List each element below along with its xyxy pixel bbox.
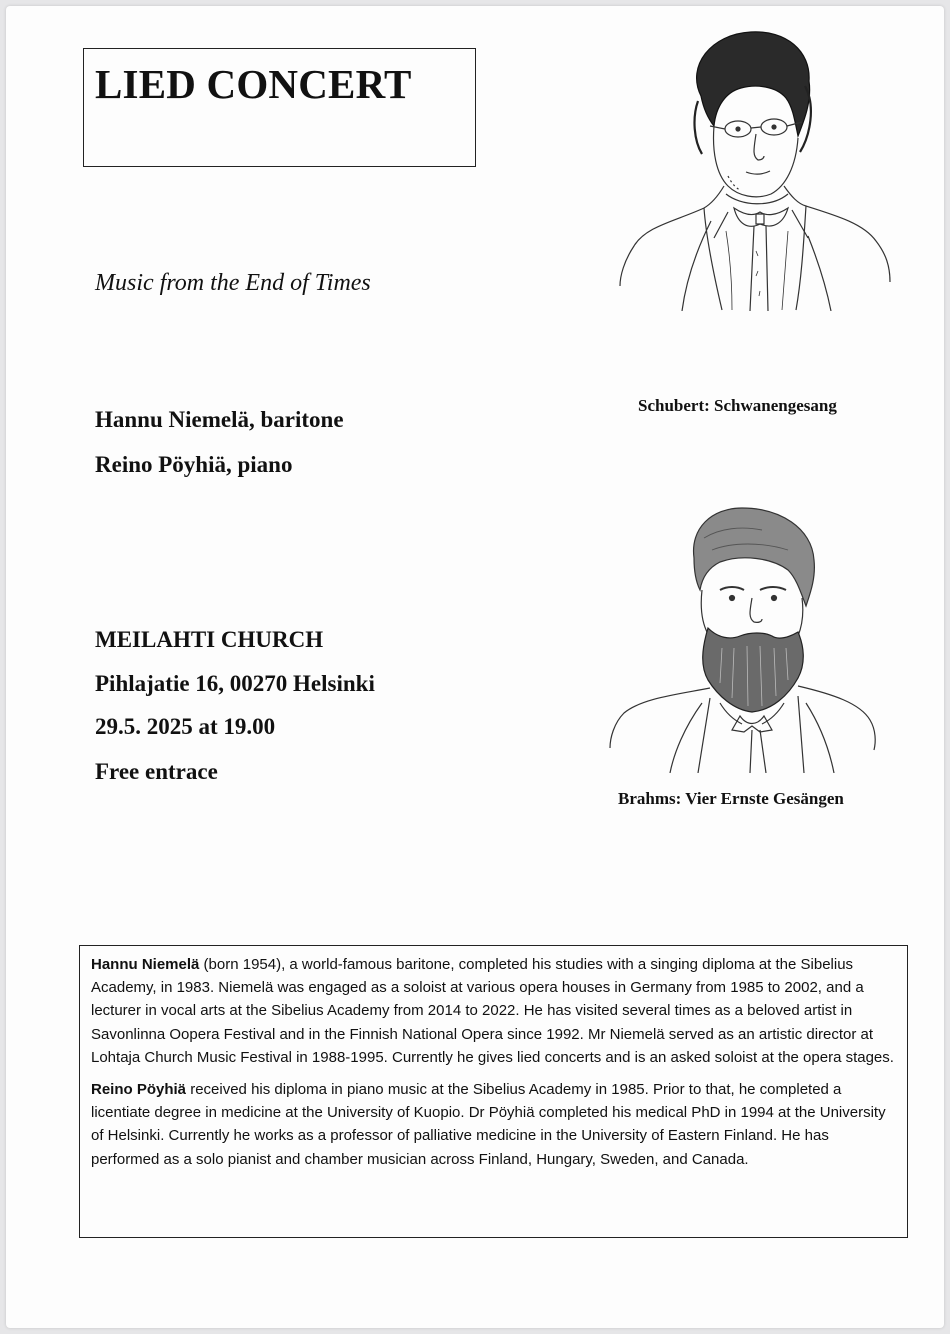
concert-datetime: 29.5. 2025 at 19.00 xyxy=(95,714,276,739)
poster-page xyxy=(6,6,944,1328)
venue-name: MEILAHTI CHURCH xyxy=(95,627,324,652)
bio-name: Reino Pöyhiä xyxy=(91,1081,187,1099)
bio-paragraph xyxy=(91,953,896,1069)
biography-box xyxy=(79,945,908,1238)
work-caption-schubert: Schubert: Schwanengesang xyxy=(638,396,837,415)
bio-paragraph xyxy=(91,1078,896,1171)
venue-address: Pihlajatie 16, 00270 Helsinki xyxy=(95,671,375,696)
bio-name: Hannu Niemelä xyxy=(91,956,200,973)
brahms-portrait-drawing xyxy=(602,498,882,773)
title-box xyxy=(83,48,476,167)
performer-baritone: Hannu Niemelä, baritone xyxy=(95,407,344,432)
concert-subtitle: Music from the End of Times xyxy=(95,270,371,296)
performer-piano: Reino Pöyhiä, piano xyxy=(95,452,293,477)
bio-text: (born 1954), a world-famous baritone, completed his studies with a singing diploma at the Sibelius Academy, in 1983. Niemelä was engaged as a soloist at various opera houses in Germany from 1985 to 2002, and a lecturer in vocal arts at the Sibelius Academy from 2014 to 2022. He has visited several times as a beloved artist in Savonlinna Oopera Festival and in the Finnish National Opera since 1992. Mr Niemelä served as an artistic director at Lohtaja Church Music Festival in 1988-1995. Currently he gives lied concerts and is an asked soloist at the opera stages. xyxy=(91,956,894,1066)
schubert-portrait-drawing xyxy=(606,26,896,311)
concert-title: LIED CONCERT xyxy=(95,61,412,107)
work-caption-brahms: Brahms: Vier Ernste Gesängen xyxy=(618,789,844,808)
bio-text: received his diploma in piano music at the Sibelius Academy in 1985. Prior to that, he completed a licentiate degree in medicine at the University of Kuopio. Dr Pöyhiä completed his medical PhD in 1994 at the University of Helsinki. Currently he works as a professor of palliative medicine in the University of Eastern Finland. He has performed as a solo pianist and chamber musician across Finland, Hungary, Sweden, and Canada. xyxy=(91,1081,886,1168)
admission-info: Free entrace xyxy=(95,759,218,784)
